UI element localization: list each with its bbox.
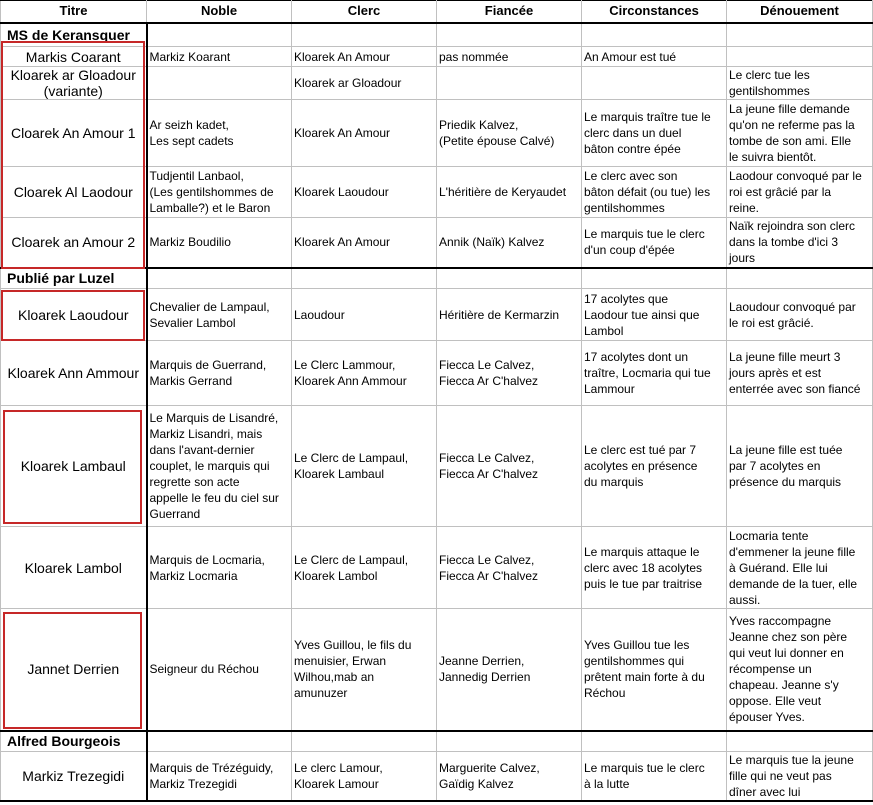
cell-line: Le marquis tue le clerc [584,227,705,242]
cell-line: Yves Guillou tue les [584,638,690,653]
cell-line: La jeune fille demande [729,102,850,116]
cell-line: acolytes en présence [584,459,698,473]
cell-line: Kloarek An Amour [294,235,391,250]
cell-fiancee [437,47,582,67]
header-denouement: Dénouement [727,1,873,23]
cell-line: fille qui ne veut pas [729,769,832,783]
empty-cell [292,731,437,752]
cell-line: Cloarek an Amour 2 [11,234,136,251]
cell-circonstances [582,527,727,609]
empty-cell [292,268,437,289]
cell-line: roi est grâcié par la [729,185,832,199]
cell-line: Kloarek Ann Ammour [294,374,407,388]
empty-cell [582,268,727,289]
table-row [1,406,873,527]
cell-line: Fiecca Le Calvez, [439,358,535,372]
cell-line: La jeune fille meurt 3 [729,350,841,364]
cell-line: Kloarek Lambaul [20,458,126,474]
cell-line: Markiz Lisandri, mais [149,427,263,441]
cell-line: demande de la tuer, elle [729,576,858,591]
cell-line: Cloarek An Amour 1 [10,125,136,141]
cell-line: menuisier, Erwan [294,654,387,669]
cell-denouement [727,527,873,609]
cell-line: couplet, le marquis qui [149,459,270,473]
cell-line: gentilshommes qui [584,654,685,669]
cell-line: An Amour est tué [584,49,677,64]
cell-denouement [727,47,873,67]
cell-clerc [292,100,437,167]
cell-line: présence du marquis [729,475,842,489]
cell-line: Le marquis traître tue le [584,110,711,124]
cell-line: 17 acolytes dont un [584,350,689,364]
cell-denouement [727,289,873,341]
cell-line: d'emmener la jeune fille [729,544,856,559]
table-row [1,341,873,406]
cell-denouement [727,167,873,218]
section-row [1,268,873,289]
cell-line: Marquis de Trézéguidy, [149,761,274,775]
cell-noble [147,609,292,731]
cell-line: dans l'avant-dernier [149,443,255,457]
cell-line: Kloarek Ann Ammour [7,365,139,381]
empty-cell [727,268,873,289]
cell-denouement [727,752,873,802]
cell-line: bâton défait (ou tue) les [584,185,711,199]
cell-line: Ar seizh kadet, [149,118,229,132]
cell-line: Seigneur du Réchou [149,662,259,677]
empty-cell [727,731,873,752]
cell-denouement [727,218,873,268]
cell-line: le suivra bientôt. [729,150,817,164]
cell-line: Markiz Trezegidi [22,768,125,784]
empty-cell [437,23,582,47]
empty-cell [147,268,292,289]
cell-line: Marguerite Calvez, [439,761,540,775]
table-row [1,527,873,609]
cell-line: Kloarek Lamour [294,777,379,791]
cell-fiancee [437,67,582,100]
header-noble: Noble [147,1,292,23]
cell-clerc [292,609,437,731]
cell-line: Le marquis tue le clerc [584,761,705,775]
cell-line: Le Clerc Lammour, [294,358,396,372]
cell-line: Laodour convoqué par le [729,169,862,183]
cell-line: Héritière de Kermarzin [439,307,560,322]
cell-line: Markis Coarant [25,48,121,65]
cell-line: amunuzer [294,686,348,701]
section-row [1,23,873,47]
cell-titre [1,47,147,67]
cell-line: Fiecca Ar C'halvez [439,568,538,583]
cell-circonstances [582,752,727,802]
cell-fiancee [437,752,582,802]
cell-line: du marquis [584,475,644,489]
cell-noble [147,100,292,167]
cell-line: Le marquis tue la jeune [729,753,854,767]
cell-line: dîner avec lui [729,785,801,799]
section-label: Publié par Luzel [1,268,147,289]
cell-clerc [292,289,437,341]
cell-denouement [727,406,873,527]
table-row [1,609,873,731]
header-circonstances: Circonstances [582,1,727,23]
cell-line: Yves Guillou, le fils du [294,638,412,653]
empty-cell [582,731,727,752]
cell-noble [147,67,292,100]
cell-line: Jeanne chez son père [729,630,848,645]
cell-circonstances [582,609,727,731]
cell-line: jours [729,251,756,266]
cell-noble [147,167,292,218]
cell-line: (Les gentilshommes de [149,185,274,199]
cell-titre [1,527,147,609]
cell-circonstances [582,167,727,218]
cell-line: La jeune fille est tuée [729,443,843,457]
cell-line: Jeanne Derrien, [439,654,525,669]
cell-line: tombe de son ami. Elle [729,134,852,148]
cell-line: à Guérand. Elle lui [729,560,828,575]
cell-fiancee [437,527,582,609]
cell-line: gentilshommes [584,201,665,215]
header-fiancee: Fiancée [437,1,582,23]
cell-line: prêtent main forte à du [584,670,705,685]
cell-circonstances [582,100,727,167]
cell-titre [1,341,147,406]
table-row [1,47,873,67]
cell-line: Les sept cadets [149,134,234,148]
cell-line: Kloarek Laoudour [294,185,389,199]
cell-line: Naïk rejoindra son clerc [729,219,856,234]
cell-line: Kloarek ar Gloadour [10,67,136,83]
cell-line: Priedik Kalvez, [439,118,519,132]
cell-line: le roi est grâcié. [729,315,814,330]
cell-line: Kloarek An Amour [294,49,391,64]
cell-line: à la lutte [584,777,630,791]
empty-cell [147,23,292,47]
cell-titre [1,289,147,341]
cell-fiancee [437,289,582,341]
cell-line: Gaïdig Kalvez [439,777,514,791]
cell-line: qui veut lui donner en [729,646,844,661]
table-row [1,67,873,100]
cell-line: dans la tombe d'ici 3 [729,235,839,250]
cell-titre [1,100,147,167]
cell-line: Réchou [584,686,626,701]
cell-denouement [727,609,873,731]
cell-line: oppose. Elle veut [729,694,822,709]
cell-line: regrette son acte [149,475,240,489]
cell-line: bâton contre épée [584,142,681,156]
cell-line: Le clerc avec son [584,169,678,183]
header-titre: Titre [1,1,147,23]
cell-line: Locmaria tente [729,528,809,543]
cell-clerc [292,341,437,406]
cell-fiancee [437,100,582,167]
cell-line: Markiz Locmaria [149,568,238,583]
cell-clerc [292,67,437,100]
cell-line: jours après et est [729,366,822,380]
header-row [1,1,873,23]
table-row [1,752,873,802]
cell-line: Yves raccompagne [729,614,832,629]
cell-line: Chevalier de Lampaul, [149,299,270,314]
cell-line: enterrée avec son fiancé [729,382,861,396]
cell-clerc [292,527,437,609]
cell-line: appelle le feu du ciel sur [149,491,279,505]
cell-line: pas nommée [439,49,509,64]
cell-line: Lambol [584,323,624,338]
cell-titre [1,67,147,100]
cell-line: chapeau. Jeanne s'y [729,678,839,693]
table-row [1,218,873,268]
cell-line: aussi. [729,592,761,607]
cell-line: Jannedig Derrien [439,670,531,685]
cell-line: Le clerc tue les [729,68,810,82]
cell-line: (Petite épouse Calvé) [439,134,555,148]
cell-fiancee [437,609,582,731]
cell-line: clerc avec 18 acolytes [584,560,703,575]
cell-line: Le Clerc de Lampaul, [294,552,409,567]
cell-line: Kloarek Lambol [294,568,378,583]
cell-line: Le Clerc de Lampaul, [294,451,409,465]
cell-fiancee [437,218,582,268]
cell-noble [147,341,292,406]
cell-line: Kloarek Lambol [24,559,122,576]
cell-line: Markis Gerrand [149,374,233,388]
empty-cell [292,23,437,47]
cell-circonstances [582,218,727,268]
cell-line: Le marquis attaque le [584,544,700,559]
cell-line: Fiecca Ar C'halvez [439,467,538,481]
cell-line: Fiecca Le Calvez, [439,451,535,465]
table-row [1,100,873,167]
cell-line: Le clerc est tué par 7 [584,443,697,457]
cell-line: L'héritière de Keryaudet [439,185,567,199]
cell-denouement [727,100,873,167]
empty-cell [582,23,727,47]
cell-titre [1,752,147,802]
cell-line: Jannet Derrien [27,661,120,678]
cell-clerc [292,752,437,802]
cell-titre [1,406,147,527]
cell-clerc [292,47,437,67]
cell-line: traître, Locmaria qui tue [584,366,711,380]
cell-line: Annik (Naïk) Kalvez [439,235,545,250]
cell-denouement [727,67,873,100]
cell-titre [1,218,147,268]
cell-line: Kloarek An Amour [294,126,391,140]
cell-line: Wilhou,mab an [294,670,375,685]
cell-line: Le clerc Lamour, [294,761,383,775]
cell-line: gentilshommes [729,84,810,98]
cell-fiancee [437,341,582,406]
cell-line: Marquis de Guerrand, [149,358,267,372]
cell-line: par 7 acolytes en [729,459,821,473]
cell-noble [147,527,292,609]
cell-line: Fiecca Ar C'halvez [439,374,538,388]
cell-line: Markiz Trezegidi [149,777,237,791]
cell-noble [147,218,292,268]
cell-line: reine. [729,201,760,215]
section-label: MS de Keransquer [1,23,147,47]
cell-line: Lammour [584,382,635,396]
empty-cell [437,268,582,289]
cell-line: Kloarek Lambaul [294,467,385,481]
section-row [1,731,873,752]
cell-noble [147,47,292,67]
cell-line: Laoudour [294,307,345,322]
cell-line: (variante) [43,83,103,99]
cell-line: Laodour tue ainsi que [584,307,700,322]
cell-fiancee [437,406,582,527]
cell-line: qu'on ne referme pas la [729,118,855,132]
cell-line: Kloarek Laoudour [17,306,129,323]
table-row [1,289,873,341]
cell-noble [147,289,292,341]
cell-line: Tudjentil Lanbaol, [149,169,244,183]
empty-cell [727,23,873,47]
cell-line: récompense un [729,662,812,677]
table-row [1,167,873,218]
cell-circonstances [582,406,727,527]
cell-line: Le Marquis de Lisandré, [149,411,279,425]
empty-cell [147,731,292,752]
cell-clerc [292,167,437,218]
cell-titre [1,167,147,218]
empty-cell [437,731,582,752]
header-clerc: Clerc [292,1,437,23]
section-label: Alfred Bourgeois [1,731,147,752]
cell-noble [147,752,292,802]
cell-fiancee [437,167,582,218]
cell-titre [1,609,147,731]
cell-circonstances [582,289,727,341]
cell-line: clerc dans un duel [584,126,682,140]
cell-line: Markiz Koarant [149,49,231,64]
cell-clerc [292,218,437,268]
cell-clerc [292,406,437,527]
cell-line: 17 acolytes que [584,291,669,306]
cell-line: Sevalier Lambol [149,315,236,330]
cell-line: d'un coup d'épée [584,243,675,258]
cell-circonstances [582,341,727,406]
cell-denouement [727,341,873,406]
cell-line: Kloarek ar Gloadour [294,76,402,90]
cell-line: Fiecca Le Calvez, [439,552,535,567]
cell-line: puis le tue par traitrise [584,576,703,591]
cell-line: Cloarek Al Laodour [13,184,133,200]
cell-line: Laoudour convoqué par [729,299,856,314]
cell-circonstances [582,47,727,67]
cell-line: Marquis de Locmaria, [149,552,265,567]
cell-line: épouser Yves. [729,710,805,725]
cell-noble [147,406,292,527]
cell-line: Markiz Boudilio [149,235,231,250]
cell-line: Lamballe?) et le Baron [149,201,271,215]
cell-line: Guerrand [149,507,201,521]
cell-circonstances [582,67,727,100]
